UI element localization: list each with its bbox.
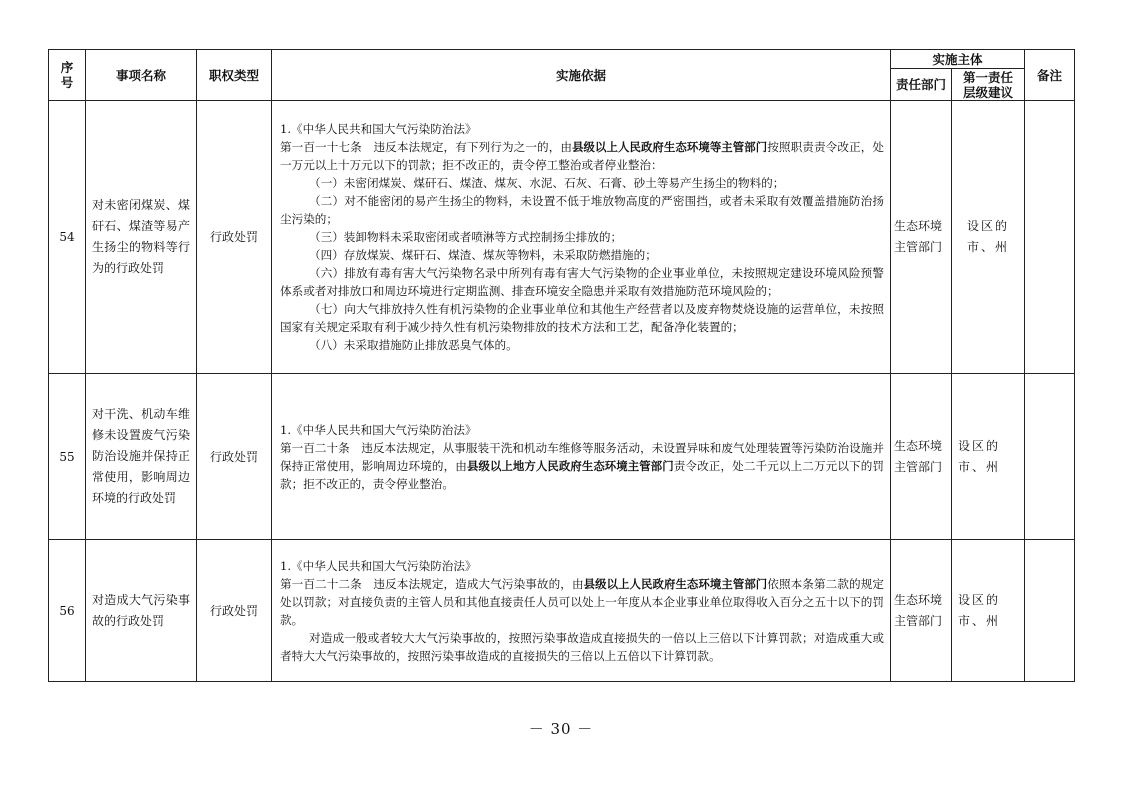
basis-item: 对造成一般或者较大大气污染事故的，按照污染事故造成直接损失的一倍以上三倍以下计算罚款；对造成重大或者特大大气污染事故的，按照污染事故造成的直接损失的三倍以上五倍以下计算罚款。 [280, 630, 884, 663]
basis-article: 第一百二十条 违反本法规定，从事服装干洗和机动车维修等服务活动，未设置异味和废气处理装置等污染防治设施并保持正常使用，影响周边环境的，由县级以上地方人民政府生态环境主管部门责令改正，处二千元以上二万元以下的罚款；拒不改正的，责令停业整治。 [280, 440, 884, 491]
row-first-level: 设区的市、州 [952, 374, 1025, 540]
row-responsible-dept: 生态环境主管部门 [891, 540, 952, 682]
row-basis [272, 101, 891, 374]
row-power-type: 行政处罚 [197, 101, 272, 374]
row-remark [1025, 540, 1075, 682]
row-power-type: 行政处罚 [197, 374, 272, 540]
header-remark: 备注 [1025, 50, 1075, 101]
basis-law-title: 1.《中华人民共和国大气污染防治法》 [280, 122, 477, 136]
basis-authority: 县级以上地方人民政府生态环境主管部门 [467, 458, 674, 473]
table-row [49, 540, 1075, 682]
row-basis [272, 374, 891, 540]
row-item-name: 对造成大气污染事故的行政处罚 [86, 540, 197, 682]
basis-item: （二）对不能密闭的易产生扬尘的物料，未设置不低于堆放物高度的严密围挡，或者未采取有效覆盖措施防治扬尘污染的； [280, 194, 884, 226]
header-seq: 序 号 [49, 50, 86, 101]
basis-law-title: 1.《中华人民共和国大气污染防治法》 [280, 422, 477, 437]
row-responsible-dept: 生态环境主管部门 [891, 101, 952, 374]
basis-item: （四）存放煤炭、煤矸石、煤渣、煤灰等物料，未采取防燃措施的； [309, 248, 657, 262]
row-responsible-dept: 生态环境主管部门 [891, 374, 952, 540]
header-responsible-dept: 责任部门 [891, 69, 952, 101]
header-basis: 实施依据 [272, 50, 891, 101]
row-first-level: 设区的市、州 [952, 101, 1025, 374]
basis-item: （七）向大气排放持久性有机污染物的企业事业单位和其他生产经营者以及废弃物焚烧设施的运营单位，未按照国家有关规定采取有利于减少持久性有机污染物排放的技术方法和工艺，配备净化装置的； [280, 302, 884, 334]
enforcement-items-table [48, 49, 1075, 682]
header-item-name: 事项名称 [86, 50, 197, 101]
header-first-level: 第一责任 层级建议 [952, 69, 1025, 101]
header-power-type: 职权类型 [197, 50, 272, 101]
header-subject-group: 实施主体 [891, 50, 1025, 69]
row-item-name: 对未密闭煤炭、煤矸石、煤渣等易产生扬尘的物料等行为的行政处罚 [86, 101, 197, 374]
table-row [49, 101, 1075, 374]
row-remark [1025, 374, 1075, 540]
table-row [49, 374, 1075, 540]
row-basis [272, 540, 891, 682]
basis-item: （三）装卸物料未采取密闭或者喷淋等方式控制扬尘排放的； [309, 230, 623, 244]
row-seq: 56 [49, 540, 86, 682]
basis-article: 第一百二十二条 违反本法规定，造成大气污染事故的，由县级以上人民政府生态环境主管部门依照本条第二款的规定处以罚款；对直接负责的主管人员和其他直接责任人员可以处上一年度从本企业事业单位取得收入百分之五十以下的罚款。 [280, 576, 884, 627]
basis-law-title: 1.《中华人民共和国大气污染防治法》 [280, 558, 477, 573]
basis-item: （八）未采取措施防止排放恶臭气体的。 [309, 338, 518, 352]
page-number: － 30 － [528, 720, 594, 738]
row-seq: 54 [49, 101, 86, 374]
row-power-type: 行政处罚 [197, 540, 272, 682]
basis-authority: 县级以上人民政府生态环境主管部门 [583, 576, 768, 591]
row-item-name: 对干洗、机动车维修未设置废气污染防治设施并保持正常使用，影响周边环境的行政处罚 [86, 374, 197, 540]
basis-article: 第一百一十七条 违反本法规定，有下列行为之一的，由县级以上人民政府生态环境等主管部门按照职责责令改正，处一万元以上十万元以下的罚款；拒不改正的，责令停工整治或者停业整治： [280, 140, 884, 172]
row-seq: 55 [49, 374, 86, 540]
basis-authority: 县级以上人民政府生态环境等主管部门 [572, 140, 768, 154]
row-first-level: 设区的市、州 [952, 540, 1025, 682]
row-remark [1025, 101, 1075, 374]
basis-item: （一）未密闭煤炭、煤矸石、煤渣、煤灰、水泥、石灰、石膏、砂土等易产生扬尘的物料的； [309, 176, 785, 190]
basis-item: （六）排放有毒有害大气污染物名录中所列有毒有害大气污染物的企业事业单位，未按照规定建设环境风险预警体系或者对排放口和周边环境进行定期监测、排查环境安全隐患并采取有效措施防范环境风险的； [280, 266, 884, 298]
